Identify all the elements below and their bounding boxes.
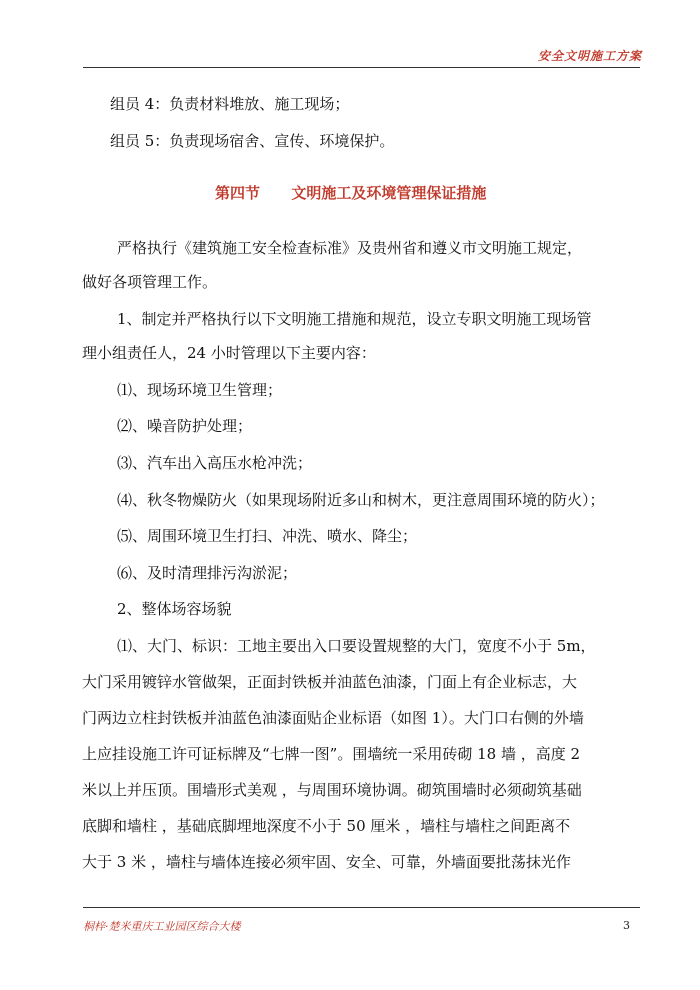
page-number: 3 bbox=[623, 919, 630, 932]
text-line: 严格执行《建筑施工安全检查标准》及贵州省和遵义市文明施工规定， bbox=[117, 239, 583, 257]
text-line: 1、制定并严格执行以下文明施工措施和规范，设立专职文明施工现场管 bbox=[117, 310, 592, 328]
text-line: 组员 4：负责材料堆放、施工现场； bbox=[110, 95, 350, 113]
text-line: 理小组责任人，24 小时管理以下主要内容： bbox=[82, 344, 376, 362]
text-line: 大门采用镀锌水管做架，正面封铁板并油蓝色油漆，门面上有企业标志，大 bbox=[82, 673, 578, 691]
text-line: 做好各项管理工作。 bbox=[82, 273, 218, 291]
list-item: ⑶、汽车出入高压水枪冲洗； bbox=[117, 454, 313, 472]
header-title: 安全文明施工方案 bbox=[537, 49, 642, 63]
footer-divider bbox=[83, 907, 640, 908]
text-line: 米以上并压顶。围墙形式美观 ，与周围环境协调。砌筑围墙时必须砌筑基础 bbox=[82, 781, 582, 799]
list-item: ⑴、现场环境卫生管理； bbox=[117, 381, 283, 399]
section-heading: 第四节 文明施工及环境管理保证措施 bbox=[215, 184, 487, 202]
text-line: 2、整体场容场貌 bbox=[117, 600, 232, 618]
text-line: 组员 5：负责现场宿舍、宣传、环境保护。 bbox=[110, 132, 395, 150]
footer-project-name: 桐梓·楚米重庆工业园区综合大楼 bbox=[83, 920, 241, 933]
list-item: ⑵、噪音防护处理； bbox=[117, 417, 253, 435]
list-item: ⑹、及时清理排污沟淤泥； bbox=[117, 564, 298, 582]
text-line: 门两边立柱封铁板并油蓝色油漆面贴企业标语（如图 1）。大门口右侧的外墙 bbox=[82, 709, 584, 727]
text-line: 底脚和墙柱 ，基础底脚埋地深度不小于 50 厘米 ，墙柱与墙柱之间距离不 bbox=[82, 817, 571, 835]
text-line: ⑴、大门、标识：工地主要出入口要设置规整的大门，宽度不小于 5m， bbox=[117, 637, 596, 655]
text-line: 上应挂设施工许可证标牌及“七牌一图”。围墙统一采用砖砌 18 墙 ，高度 2 bbox=[82, 745, 581, 763]
header-divider bbox=[83, 67, 640, 68]
list-item: ⑸、周围环境卫生打扫、冲洗、喷水、降尘； bbox=[117, 527, 418, 545]
text-line: 大于 3 米 ，墙柱与墙体连接必须牢固、安全、可靠，外墙面要批荡抹光作 bbox=[82, 853, 571, 871]
list-item: ⑷、秋冬物燥防火（如果现场附近多山和树木，更注意周围环境的防火）； bbox=[117, 491, 605, 509]
